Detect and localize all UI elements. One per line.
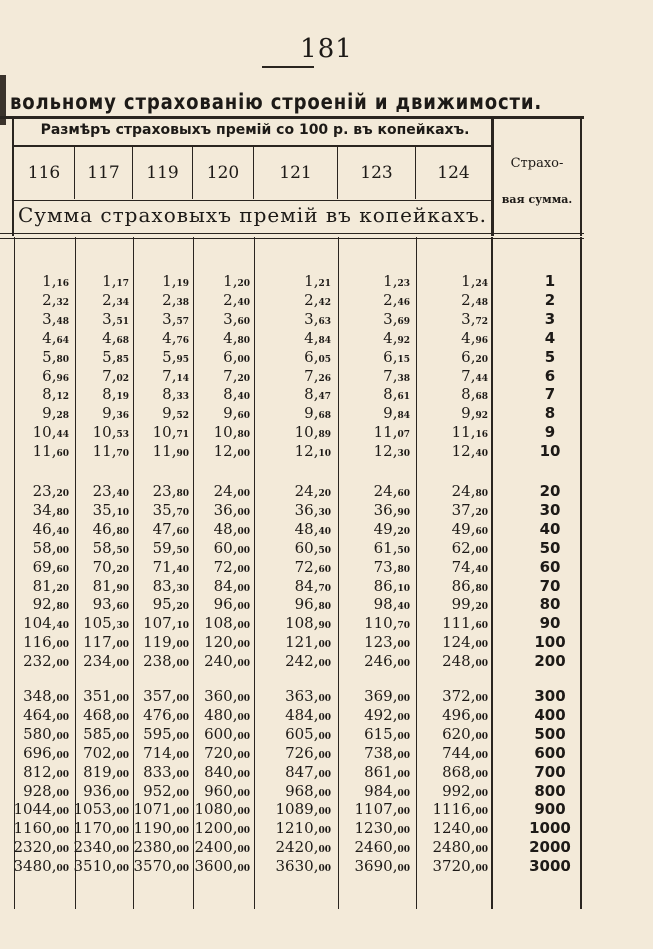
page-number-rule <box>262 66 314 68</box>
premium-cell: 9,36 <box>102 404 129 423</box>
rate-header-116: 116 <box>14 147 75 199</box>
insured-sum-cell: 500 <box>534 724 566 743</box>
premium-cell: 600,00 <box>204 724 250 743</box>
premium-cell: 24,80 <box>451 482 488 500</box>
premium-cell: 60,50 <box>294 538 331 557</box>
premium-cell: 3,69 <box>383 309 410 328</box>
premium-cell: 468,00 <box>83 705 129 724</box>
premium-cell: 3,57 <box>162 309 189 328</box>
premium-cell: 615,00 <box>364 724 410 743</box>
rate-header-117: 117 <box>75 147 133 199</box>
premium-cell: 48,00 <box>213 519 250 538</box>
insured-sum-cell: 4 <box>544 328 556 347</box>
table-row <box>0 614 653 633</box>
premium-cell: 23,20 <box>32 482 69 500</box>
premium-cell: 847,00 <box>285 762 331 781</box>
insured-sum-cell: 70 <box>539 576 561 595</box>
premium-cell: 107,10 <box>143 614 189 633</box>
premium-cell: 3720,00 <box>432 857 488 876</box>
premium-cell: 104,40 <box>23 614 69 633</box>
premium-cell: 47,60 <box>152 519 189 538</box>
premium-cell: 3,48 <box>42 309 69 328</box>
premium-cell: 3600,00 <box>194 857 250 876</box>
table-row <box>0 482 653 501</box>
premium-cell: 24,20 <box>294 482 331 500</box>
premium-cell: 232,00 <box>23 652 69 671</box>
premium-cell: 4,96 <box>461 328 488 347</box>
premium-cell: 1053,00 <box>73 800 129 819</box>
premium-cell: 61,50 <box>373 538 410 557</box>
insured-sum-cell: 60 <box>539 557 561 576</box>
premium-cell: 1089,00 <box>275 800 331 819</box>
premium-cell: 936,00 <box>83 781 129 800</box>
table-row <box>0 633 653 652</box>
premium-cell: 3690,00 <box>354 857 410 876</box>
table-row <box>0 687 653 706</box>
premium-cell: 360,00 <box>204 687 250 705</box>
table-row <box>0 539 653 558</box>
premium-cell: 4,76 <box>162 328 189 347</box>
page-number: 181 <box>300 34 353 64</box>
premium-cell: 7,44 <box>461 366 488 385</box>
premium-cell: 2400,00 <box>194 838 250 857</box>
table-row <box>0 558 653 577</box>
table-row <box>0 744 653 763</box>
premium-cell: 2480,00 <box>432 838 488 857</box>
premium-cell: 3,51 <box>102 309 129 328</box>
premium-cell: 238,00 <box>143 652 189 671</box>
premium-cell: 696,00 <box>23 743 69 762</box>
table-row <box>0 800 653 819</box>
premium-cell: 121,00 <box>285 633 331 652</box>
premium-cell: 960,00 <box>204 781 250 800</box>
premium-cell: 714,00 <box>143 743 189 762</box>
table-row <box>0 310 653 329</box>
header-rate-label: Размѣръ страховыхъ премій со 100 р. въ копейкахъ. <box>40 122 470 138</box>
premium-cell: 3,72 <box>461 309 488 328</box>
premium-cell: 49,20 <box>373 519 410 538</box>
premium-cell: 620,00 <box>442 724 488 743</box>
rate-header-120: 120 <box>193 147 254 199</box>
premium-cell: 117,00 <box>83 633 129 652</box>
premium-cell: 9,68 <box>304 404 331 423</box>
premium-cell: 92,80 <box>32 595 69 614</box>
premium-cell: 1240,00 <box>432 819 488 838</box>
premium-cell: 7,20 <box>223 366 250 385</box>
premium-cell: 49,60 <box>451 519 488 538</box>
premium-cell: 95,20 <box>152 595 189 614</box>
premium-cell: 23,80 <box>152 482 189 500</box>
premium-cell: 2,38 <box>162 290 189 309</box>
premium-cell: 242,00 <box>285 652 331 671</box>
insured-sum-cell: 8 <box>544 404 556 423</box>
premium-cell: 98,40 <box>373 595 410 614</box>
premium-cell: 1,16 <box>42 272 69 290</box>
premium-cell: 73,80 <box>373 557 410 576</box>
premium-cell: 234,00 <box>83 652 129 671</box>
insured-sum-cell: 80 <box>539 595 561 614</box>
premium-cell: 1107,00 <box>354 800 410 819</box>
insured-sum-cell: 40 <box>539 519 561 538</box>
premium-cell: 1044,00 <box>13 800 69 819</box>
insured-sum-cell: 800 <box>534 781 566 800</box>
premium-cell: 1190,00 <box>133 819 189 838</box>
premium-cell: 46,80 <box>92 519 129 538</box>
premium-cell: 69,60 <box>32 557 69 576</box>
premium-cell: 1,23 <box>383 272 410 290</box>
premium-cell: 123,00 <box>364 633 410 652</box>
premium-cell: 1080,00 <box>194 800 250 819</box>
insured-sum-cell: 2000 <box>529 838 571 857</box>
premium-cell: 496,00 <box>442 705 488 724</box>
table-row <box>0 763 653 782</box>
premium-cell: 1,24 <box>461 272 488 290</box>
table-row <box>0 329 653 348</box>
table-row <box>0 442 653 461</box>
premium-cell: 738,00 <box>364 743 410 762</box>
premium-cell: 7,26 <box>304 366 331 385</box>
premium-cell: 5,85 <box>102 347 129 366</box>
premium-cell: 1,20 <box>223 272 250 290</box>
premium-cell: 9,84 <box>383 404 410 423</box>
table-header-bottom-rule <box>0 233 584 239</box>
insured-sum-cell: 5 <box>544 347 556 366</box>
premium-cell: 11,16 <box>451 423 488 442</box>
premium-cell: 9,52 <box>162 404 189 423</box>
premium-cell: 861,00 <box>364 762 410 781</box>
premium-cell: 4,80 <box>223 328 250 347</box>
premium-cell: 1170,00 <box>73 819 129 838</box>
table-row <box>0 838 653 857</box>
premium-cell: 2340,00 <box>73 838 129 857</box>
premium-cell: 81,90 <box>92 576 129 595</box>
premium-cell: 363,00 <box>285 687 331 705</box>
premium-cell: 4,84 <box>304 328 331 347</box>
premium-cell: 119,00 <box>143 633 189 652</box>
premium-cell: 35,70 <box>152 500 189 519</box>
table-row <box>0 385 653 404</box>
premium-cell: 58,50 <box>92 538 129 557</box>
premium-cell: 726,00 <box>285 743 331 762</box>
running-head: вольному страхованію строеній и движимости. <box>10 90 543 114</box>
premium-cell: 840,00 <box>204 762 250 781</box>
premium-cell: 819,00 <box>83 762 129 781</box>
rate-header-124: 124 <box>437 163 470 183</box>
premium-cell: 348,00 <box>23 687 69 705</box>
table-right-rule <box>580 116 582 236</box>
table-row <box>0 577 653 596</box>
table-row <box>0 819 653 838</box>
premium-cell: 116,00 <box>23 633 69 652</box>
insured-sum-cell: 9 <box>544 423 556 442</box>
premium-cell: 1210,00 <box>275 819 331 838</box>
insured-sum-cell: 6 <box>544 366 556 385</box>
premium-cell: 812,00 <box>23 762 69 781</box>
table-row <box>0 520 653 539</box>
premium-cell: 48,40 <box>294 519 331 538</box>
premium-cell: 246,00 <box>364 652 410 671</box>
premium-cell: 248,00 <box>442 652 488 671</box>
insured-sum-cell: 50 <box>539 538 561 557</box>
premium-cell: 37,20 <box>451 500 488 519</box>
header-sum-label: Сумма страховыхъ премій въ копейкахъ. <box>17 203 488 227</box>
premium-cell: 59,50 <box>152 538 189 557</box>
premium-cell: 2,48 <box>461 290 488 309</box>
premium-cell: 110,70 <box>364 614 410 633</box>
premium-cell: 928,00 <box>23 781 69 800</box>
premium-cell: 99,20 <box>451 595 488 614</box>
premium-cell: 1,21 <box>304 272 331 290</box>
table-row <box>0 857 653 876</box>
premium-cell: 3510,00 <box>73 857 129 876</box>
premium-cell: 36,30 <box>294 500 331 519</box>
premium-cell: 3,60 <box>223 309 250 328</box>
premium-cell: 8,47 <box>304 385 331 404</box>
insured-sum-cell: 300 <box>534 687 566 705</box>
premium-cell: 24,60 <box>373 482 410 500</box>
premium-cell: 8,19 <box>102 385 129 404</box>
premium-cell: 9,28 <box>42 404 69 423</box>
table-row <box>0 423 653 442</box>
premium-cell: 3480,00 <box>13 857 69 876</box>
insured-sum-cell: 3000 <box>529 857 571 876</box>
table-row <box>0 367 653 386</box>
table-row <box>0 272 653 291</box>
table-row <box>0 404 653 423</box>
table-row <box>0 501 653 520</box>
premium-cell: 84,00 <box>213 576 250 595</box>
table-row <box>0 782 653 801</box>
insured-sum-cell: 900 <box>534 800 566 819</box>
premium-cell: 240,00 <box>204 652 250 671</box>
premium-cell: 372,00 <box>442 687 488 705</box>
header-insured-sum-line2: вая сумма. <box>501 193 573 206</box>
premium-cell: 93,60 <box>92 595 129 614</box>
table-row <box>0 348 653 367</box>
premium-cell: 4,68 <box>102 328 129 347</box>
premium-cell: 605,00 <box>285 724 331 743</box>
premium-cell: 9,92 <box>461 404 488 423</box>
table-row <box>0 725 653 744</box>
premium-cell: 11,90 <box>152 442 189 461</box>
premium-cell: 2,34 <box>102 290 129 309</box>
premium-cell: 11,70 <box>92 442 129 461</box>
premium-cell: 8,12 <box>42 385 69 404</box>
premium-cell: 8,33 <box>162 385 189 404</box>
premium-cell: 3,63 <box>304 309 331 328</box>
premium-cell: 992,00 <box>442 781 488 800</box>
premium-cell: 744,00 <box>442 743 488 762</box>
premium-cell: 1,17 <box>102 272 129 290</box>
premium-cell: 86,80 <box>451 576 488 595</box>
premium-cell: 12,30 <box>373 442 410 461</box>
table-row <box>0 652 653 671</box>
insured-sum-cell: 1 <box>544 272 556 290</box>
premium-cell: 476,00 <box>143 705 189 724</box>
premium-cell: 83,30 <box>152 576 189 595</box>
premium-cell: 8,68 <box>461 385 488 404</box>
premium-cell: 74,40 <box>451 557 488 576</box>
premium-cell: 702,00 <box>83 743 129 762</box>
premium-cell: 9,60 <box>223 404 250 423</box>
premium-cell: 35,10 <box>92 500 129 519</box>
premium-cell: 84,70 <box>294 576 331 595</box>
premium-cell: 6,00 <box>223 347 250 366</box>
insured-sum-cell: 3 <box>544 309 556 328</box>
header-rule-2 <box>14 200 491 201</box>
premium-cell: 4,92 <box>383 328 410 347</box>
premium-cell: 3630,00 <box>275 857 331 876</box>
premium-cell: 23,40 <box>92 482 129 500</box>
premium-cell: 7,02 <box>102 366 129 385</box>
premium-cell: 7,14 <box>162 366 189 385</box>
premium-cell: 12,10 <box>294 442 331 461</box>
insured-sum-cell: 7 <box>544 385 556 404</box>
premium-cell: 4,64 <box>42 328 69 347</box>
premium-cell: 5,80 <box>42 347 69 366</box>
insured-sum-cell: 20 <box>539 482 561 500</box>
premium-cell: 62,00 <box>451 538 488 557</box>
premium-cell: 36,00 <box>213 500 250 519</box>
premium-cell: 952,00 <box>143 781 189 800</box>
premium-cell: 1116,00 <box>432 800 488 819</box>
premium-cell: 3570,00 <box>133 857 189 876</box>
insured-sum-cell: 200 <box>534 652 566 671</box>
table-top-rule <box>0 116 584 119</box>
premium-cell: 96,00 <box>213 595 250 614</box>
premium-cell: 108,00 <box>204 614 250 633</box>
premium-cell: 1160,00 <box>13 819 69 838</box>
premium-cell: 1071,00 <box>133 800 189 819</box>
premium-cell: 71,40 <box>152 557 189 576</box>
premium-cell: 720,00 <box>204 743 250 762</box>
premium-cell: 86,10 <box>373 576 410 595</box>
premium-cell: 484,00 <box>285 705 331 724</box>
premium-cell: 464,00 <box>23 705 69 724</box>
premium-cell: 81,20 <box>32 576 69 595</box>
premium-cell: 72,60 <box>294 557 331 576</box>
premium-cell: 2420,00 <box>275 838 331 857</box>
premium-cell: 369,00 <box>364 687 410 705</box>
insured-sum-cell: 90 <box>539 614 561 633</box>
premium-cell: 124,00 <box>442 633 488 652</box>
premium-cell: 60,00 <box>213 538 250 557</box>
premium-cell: 70,20 <box>92 557 129 576</box>
premium-cell: 46,40 <box>32 519 69 538</box>
insured-sum-cell: 100 <box>534 633 566 652</box>
premium-cell: 8,61 <box>383 385 410 404</box>
table-row <box>0 291 653 310</box>
premium-cell: 111,60 <box>442 614 488 633</box>
rate-header-123: 123 <box>338 147 416 199</box>
premium-cell: 72,00 <box>213 557 250 576</box>
premium-cell: 36,90 <box>373 500 410 519</box>
rate-header-121: 121 <box>254 147 338 199</box>
premium-cell: 833,00 <box>143 762 189 781</box>
premium-cell: 12,40 <box>451 442 488 461</box>
premium-cell: 2,42 <box>304 290 331 309</box>
table-row <box>0 595 653 614</box>
premium-cell: 2,40 <box>223 290 250 309</box>
premium-cell: 968,00 <box>285 781 331 800</box>
premium-cell: 10,71 <box>152 423 189 442</box>
premium-cell: 1200,00 <box>194 819 250 838</box>
insured-sum-cell: 10 <box>539 442 561 461</box>
premium-cell: 10,44 <box>32 423 69 442</box>
premium-cell: 492,00 <box>364 705 410 724</box>
table-row <box>0 706 653 725</box>
premium-cell: 11,60 <box>32 442 69 461</box>
premium-cell: 10,53 <box>92 423 129 442</box>
premium-cell: 8,40 <box>223 385 250 404</box>
premium-cell: 595,00 <box>143 724 189 743</box>
insured-sum-cell: 400 <box>534 705 566 724</box>
premium-cell: 1230,00 <box>354 819 410 838</box>
premium-cell: 1,19 <box>162 272 189 290</box>
premium-cell: 24,00 <box>213 482 250 500</box>
premium-cell: 351,00 <box>83 687 129 705</box>
header-insured-sum-line1: Страхо- <box>510 156 564 171</box>
premium-cell: 6,20 <box>461 347 488 366</box>
premium-cell: 10,80 <box>213 423 250 442</box>
premium-cell: 984,00 <box>364 781 410 800</box>
premium-cell: 357,00 <box>143 687 189 705</box>
insured-sum-cell: 600 <box>534 743 566 762</box>
premium-cell: 868,00 <box>442 762 488 781</box>
premium-cell: 11,07 <box>373 423 410 442</box>
premium-cell: 2320,00 <box>13 838 69 857</box>
insured-sum-cell: 2 <box>544 290 556 309</box>
premium-cell: 2,32 <box>42 290 69 309</box>
premium-cell: 105,30 <box>83 614 129 633</box>
premium-cell: 7,38 <box>383 366 410 385</box>
premium-cell: 2380,00 <box>133 838 189 857</box>
premium-cell: 6,05 <box>304 347 331 366</box>
header-insured-sum <box>494 146 580 218</box>
insured-sum-cell: 700 <box>534 762 566 781</box>
insured-sum-cell: 1000 <box>529 819 571 838</box>
premium-cell: 10,89 <box>294 423 331 442</box>
premium-cell: 2,46 <box>383 290 410 309</box>
premium-cell: 58,00 <box>32 538 69 557</box>
premium-cell: 480,00 <box>204 705 250 724</box>
insured-sum-cell: 30 <box>539 500 561 519</box>
premium-cell: 2460,00 <box>354 838 410 857</box>
premium-cell: 96,80 <box>294 595 331 614</box>
premium-cell: 12,00 <box>213 442 250 461</box>
rate-header-119: 119 <box>133 147 193 199</box>
premium-cell: 120,00 <box>204 633 250 652</box>
premium-cell: 580,00 <box>23 724 69 743</box>
premium-cell: 6,15 <box>383 347 410 366</box>
premium-cell: 108,90 <box>285 614 331 633</box>
premium-cell: 6,96 <box>42 366 69 385</box>
premium-cell: 34,80 <box>32 500 69 519</box>
premium-cell: 5,95 <box>162 347 189 366</box>
premium-cell: 585,00 <box>83 724 129 743</box>
header-rate-columns <box>14 147 491 199</box>
